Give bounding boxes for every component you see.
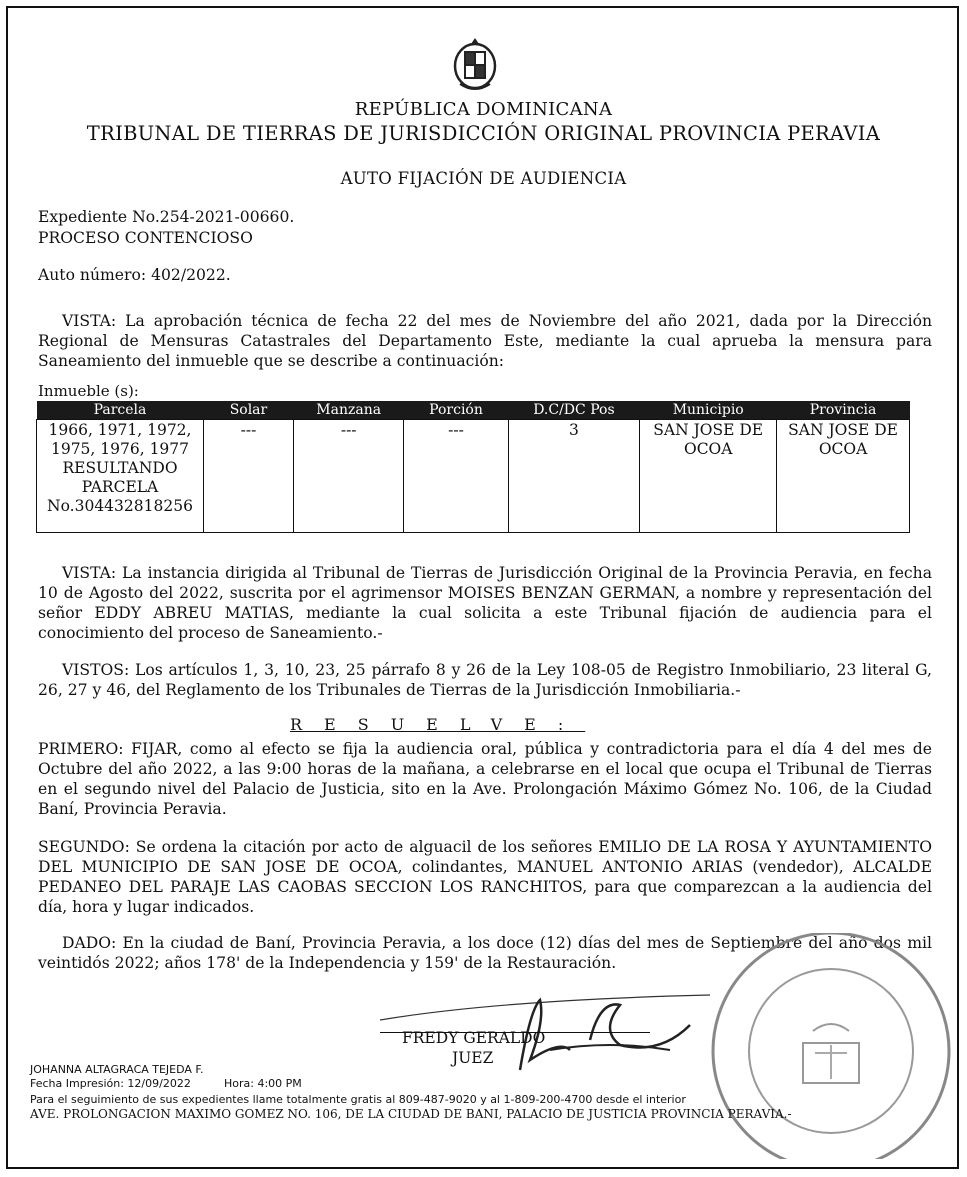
- judge-name: FREDY GERALDO: [402, 1029, 546, 1047]
- resuelve-heading: RESUELVE:: [290, 715, 586, 734]
- parcela-cell: 1966, 1971, 1972, 1975, 1976, 1977 RESULTANDO PARCELA No.304432818256: [37, 420, 204, 533]
- court-heading: TRIBUNAL DE TIERRAS DE JURISDICCIÓN ORIGINAL PROVINCIA PERAVIA: [86, 122, 881, 145]
- inmueble-table: [36, 401, 910, 533]
- column-header: Provincia: [777, 401, 910, 420]
- vista-paragraph-1: VISTA: La aprobación técnica de fecha 22 del mes de Noviembre del año 2021, dada por la Dirección Regional de Mensuras Catastrales del Departamento Este, mediante la cual aprueba la mensura para Saneamiento del inmueble que se describe a continuación:: [38, 312, 932, 370]
- primero-paragraph: PRIMERO: FIJAR, como al efecto se fija la audiencia oral, pública y contradictoria para el día 4 del mes de Octubre del año 2022, a las 9:00 horas de la mañana, a celebrarse en el local que ocupa el Tribunal de Tierras en el segundo nivel del Palacio de Justicia, sito en la Ave. Prolongación Máximo Gómez No. 106, de la Ciudad Baní, Provincia Peravia.: [38, 740, 932, 818]
- court-stamp-icon: [703, 933, 955, 1159]
- porcion-cell: ---: [404, 420, 508, 533]
- municipio-cell: SAN JOSE DE OCOA: [640, 420, 777, 533]
- segundo-paragraph: SEGUNDO: Se ordena la citación por acto de alguacil de los señores EMILIO DE LA ROSA Y AYUNTAMIENTO DEL MUNICIPIO DE SAN JOSE DE OCOA, colindantes, MANUEL ANTONIO ARIAS (vendedor), ALCALDE PEDANEO DEL PARAJE LAS CAOBAS SECCION LOS RANCHITOS, para que comparezcan a la audiencia del día, hora y lugar indicados.: [38, 838, 932, 916]
- provincia-cell: SAN JOSE DE OCOA: [777, 420, 910, 533]
- vista-paragraph-2: VISTA: La instancia dirigida al Tribunal de Tierras de Jurisdicción Original de la Provincia Peravia, en fecha 10 de Agosto del 2022, suscrita por el agrimensor MOISES BENZAN GERMAN, a nombre y representación del señor EDDY ABREU MATIAS, mediante la cual solicita a este Tribunal fijación de audiencia para el conocimiento del proceso de Saneamiento.-: [38, 564, 932, 642]
- clerk-name: JOHANNA ALTAGRACA TEJEDA F.: [30, 1063, 204, 1076]
- country-heading: REPÚBLICA DOMINICANA: [354, 99, 613, 120]
- column-header: Municipio: [640, 401, 777, 420]
- footer-address: AVE. PROLONGACION MAXIMO GOMEZ NO. 106, DE LA CIUDAD DE BANI, PALACIO DE JUSTICIA PROVINCIA PERAVIA.-: [30, 1107, 792, 1121]
- table-header-row: [37, 401, 910, 420]
- expediente-number: Expediente No.254-2021-00660.: [38, 208, 295, 226]
- dado-paragraph: DADO: En la ciudad de Baní, Provincia Peravia, a los doce (12) días del mes de Septiembre del año dos mil veintidós 2022; años 178' de la Independencia y 159' de la Restauración.: [38, 934, 932, 972]
- auto-number: Auto número: 402/2022.: [38, 266, 231, 284]
- footer-info: Para el seguimiento de sus expedientes llame totalmente gratis al 809-487-9020 y al 1-809-200-4700 desde el interior: [30, 1093, 686, 1106]
- process-type: PROCESO CONTENCIOSO: [38, 229, 253, 247]
- inmueble-label: Inmueble (s):: [38, 382, 139, 400]
- column-header: D.C/DC Pos: [508, 401, 640, 420]
- dc-cell: 3: [508, 420, 640, 533]
- judge-title: JUEZ: [452, 1049, 494, 1067]
- manzana-cell: ---: [293, 420, 404, 533]
- print-date: Fecha Impresión: 12/09/2022: [30, 1077, 191, 1090]
- column-header: Solar: [203, 401, 293, 420]
- print-time: Hora: 4:00 PM: [224, 1077, 302, 1090]
- coat-of-arms-icon: [452, 36, 498, 94]
- column-header: Porción: [404, 401, 508, 420]
- table-row: [37, 420, 910, 533]
- solar-cell: ---: [203, 420, 293, 533]
- column-header: Manzana: [293, 401, 404, 420]
- document-title: AUTO FIJACIÓN DE AUDIENCIA: [340, 169, 627, 188]
- column-header: Parcela: [37, 401, 204, 420]
- vistos-paragraph: VISTOS: Los artículos 1, 3, 10, 23, 25 párrafo 8 y 26 de la Ley 108-05 de Registro Inmobiliario, 23 literal G, 26, 27 y 46, del Reglamento de los Tribunales de Tierras de la Jurisdicción Inmobiliaria.-: [38, 661, 932, 699]
